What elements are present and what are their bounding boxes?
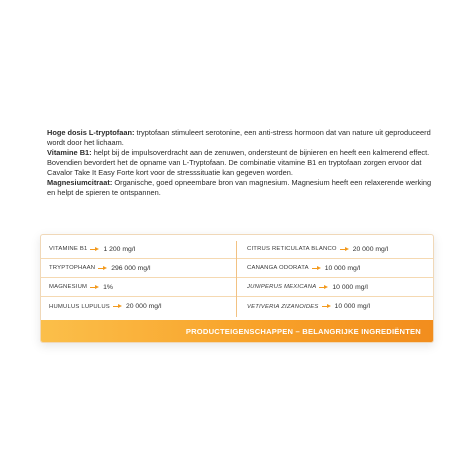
ingredient-row — [41, 240, 236, 259]
description-paragraph — [47, 128, 439, 148]
ingredient-row — [237, 297, 433, 316]
ingredients-table — [41, 235, 433, 320]
ingredient-value: 10 000 mg/l — [334, 303, 371, 310]
ingredient-value: 20 000 mg/l — [125, 303, 162, 310]
ingredient-row — [237, 259, 433, 278]
description-text: helpt bij de impulsoverdracht aan de zenuwen, ondersteunt de bijnieren en heeft een kalmerend effect. Bovendien bevordert het de opname van L-Tryptofaan. De combinatie vitamine B1 en tryptofaan zorgen ervoor dat Cavalor Take It Easy Forte kort voor de stresssituatie kan gegeven worden. — [47, 148, 430, 177]
arrow-right-icon — [90, 284, 100, 290]
arrow-right-icon — [113, 304, 123, 310]
description-text: Organische, goed opneembare bron van magnesium. Magnesium heeft een relaxerende werking en helpt de spieren te ontspannen. — [47, 178, 432, 197]
description-paragraph — [47, 148, 439, 178]
description-label: Vitamine B1: — [47, 148, 92, 157]
ingredient-value: 296 000 mg/l — [111, 264, 151, 272]
ingredient-name: CANANGA ODORATA — [247, 265, 309, 271]
ingredient-row — [41, 259, 236, 278]
ingredient-name: VITAMINE B1 — [49, 246, 88, 252]
ingredient-value: 20 000 mg/l — [352, 245, 389, 253]
section-banner — [41, 320, 433, 342]
ingredient-name: JUNIPERUS MEXICANA — [247, 284, 317, 290]
description-paragraph — [47, 178, 439, 198]
ingredient-row — [41, 297, 236, 316]
ingredient-value: 10 000 mg/l — [332, 283, 368, 291]
arrow-right-icon — [340, 246, 350, 252]
ingredient-row — [237, 240, 433, 259]
arrow-right-icon — [98, 265, 108, 271]
description-label: Hoge dosis L-tryptofaan: — [47, 128, 135, 137]
ingredient-name: VETIVERIA ZIZANOIDES — [247, 303, 319, 310]
arrow-right-icon — [312, 265, 322, 271]
ingredients-card — [40, 234, 434, 343]
description-label: Magnesiumcitraat: — [47, 178, 113, 187]
ingredient-value: 10 000 mg/l — [324, 264, 361, 272]
ingredient-name: CITRUS RETICULATA BLANCO — [247, 246, 337, 252]
ingredient-name: TRYPTOPHAAN — [49, 265, 96, 271]
arrow-right-icon — [90, 246, 100, 252]
ingredient-row — [237, 278, 433, 297]
arrow-right-icon — [322, 304, 332, 310]
ingredient-value: 1 200 mg/l — [103, 245, 136, 253]
description-text: tryptofaan stimuleert serotonine, een anti-stress hormoon dat van nature uit geproduceerd wordt door het lichaam. — [47, 128, 431, 147]
banner-title: PRODUCTEIGENSCHAPPEN – BELANGRIJKE INGREDIËNTEN — [185, 326, 421, 336]
ingredient-row — [41, 278, 236, 297]
ingredient-name: HUMULUS LUPULUS — [49, 303, 110, 310]
ingredient-value: 1% — [103, 283, 113, 291]
arrow-right-icon — [319, 284, 329, 290]
product-description — [47, 128, 439, 198]
ingredient-name: MAGNESIUM — [49, 284, 88, 290]
